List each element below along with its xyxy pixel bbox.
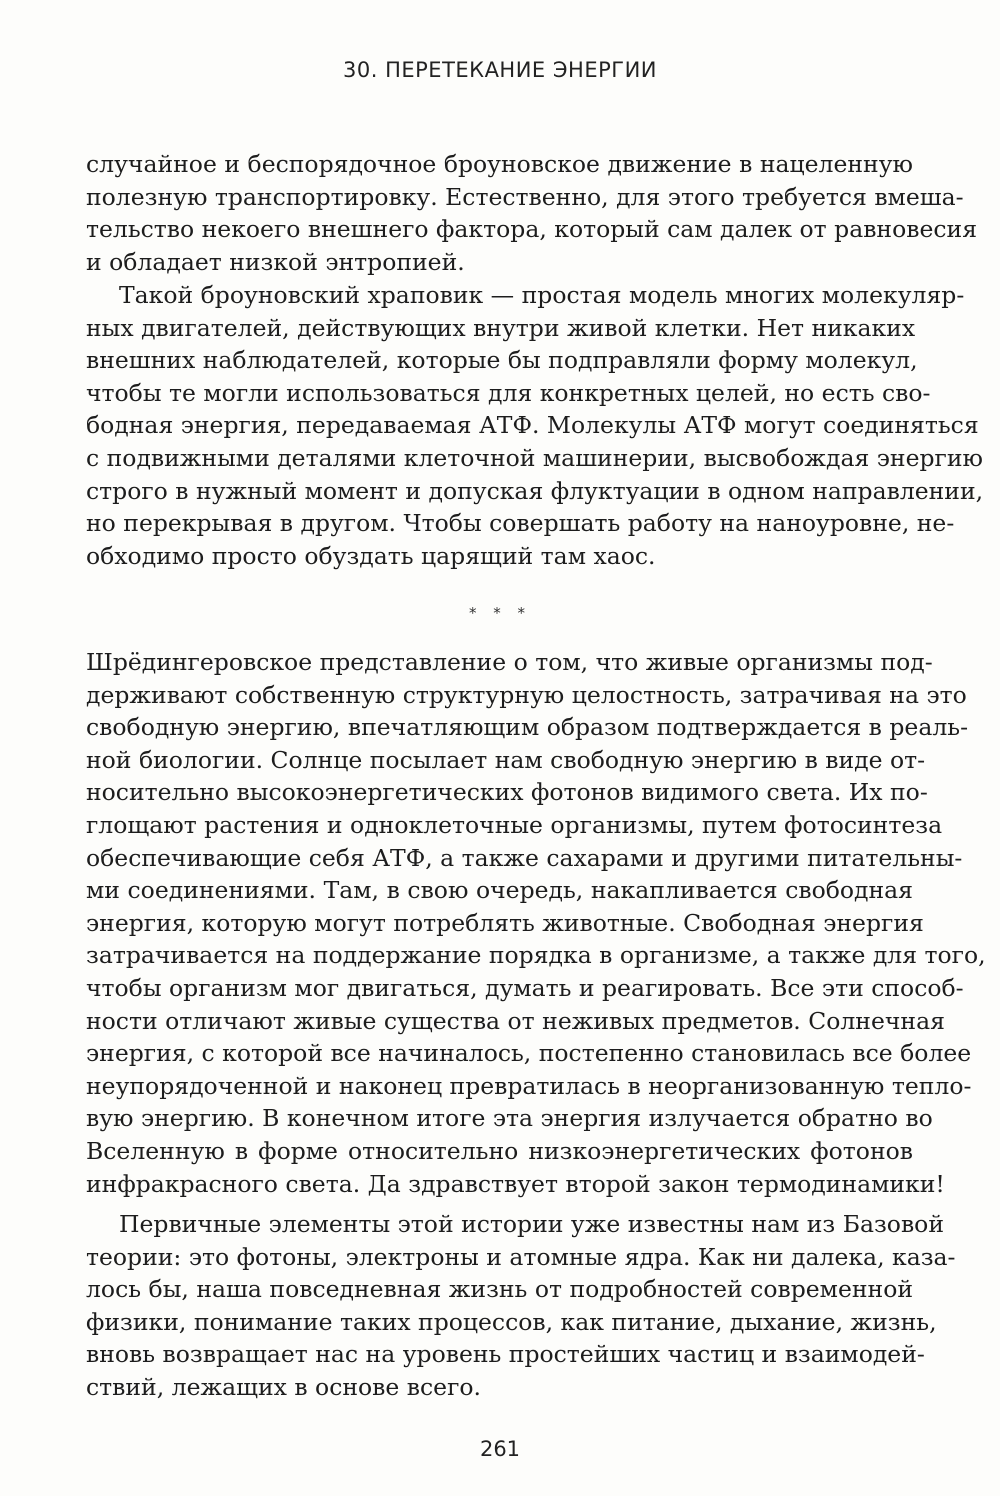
text-line: неупорядоченной и наконец превратилась в неорганизованную тепло- bbox=[86, 1071, 972, 1100]
text-line: вую энергию. В конечном итоге эта энергия излучается обратно во bbox=[86, 1104, 933, 1133]
section-break: * * * bbox=[468, 604, 532, 622]
text-line: ной биологии. Солнце посылает нам свободную энергию в виде от- bbox=[86, 745, 926, 774]
text-line: физики, понимание таких процессов, как питание, дыхание, жизнь, bbox=[86, 1307, 937, 1336]
paragraph-schrodinger bbox=[86, 646, 986, 1200]
text-line: лось бы, наша повседневная жизнь от подробностей современной bbox=[86, 1275, 913, 1304]
text-line: носительно высокоэнергетических фотонов видимого света. Их по- bbox=[86, 778, 928, 807]
running-head: 30. ПЕРЕТЕКАНИЕ ЭНЕРГИИ bbox=[343, 58, 657, 82]
text-line: глощают растения и одноклеточные организмы, путем фотосинтеза bbox=[86, 810, 943, 839]
paragraph-base-theory bbox=[86, 1208, 956, 1404]
page-number: 261 bbox=[479, 1437, 521, 1461]
text-line: и обладает низкой энтропией. bbox=[86, 247, 465, 276]
text-line: ных двигателей, действующих внутри живой клетки. Нет никаких bbox=[86, 313, 916, 342]
text-line: держивают собственную структурную целостность, затрачивая на это bbox=[86, 680, 967, 709]
text-line: ствий, лежащих в основе всего. bbox=[86, 1372, 482, 1401]
text-line: энергия, которую могут потреблять животные. Свободная энергия bbox=[86, 908, 924, 937]
text-line: затрачивается на поддержание порядка в организме, а также для того, bbox=[86, 941, 986, 970]
text-line: Первичные элементы этой истории уже известны нам из Базовой bbox=[119, 1210, 944, 1238]
text-line: ности отличают живые существа от неживых предметов. Солнечная bbox=[86, 1006, 945, 1035]
text-line: ми соединениями. Там, в свою очередь, накапливается свободная bbox=[86, 876, 913, 905]
text-line: обеспечивающие себя АТФ, а также сахарами и другими питательны- bbox=[86, 843, 963, 872]
text-line: вновь возвращает нас на уровень простейших частиц и взаимодей- bbox=[86, 1340, 925, 1369]
paragraph-continuation bbox=[86, 148, 978, 278]
text-line: тельство некоего внешнего фактора, который сам далек от равновесия bbox=[86, 215, 978, 244]
text-line: бодная энергия, передаваемая АТФ. Молекулы АТФ могут соединяться bbox=[86, 411, 979, 440]
text-line: Такой броуновский храповик — простая модель многих молекуляр- bbox=[119, 281, 965, 309]
text-line: но перекрывая в другом. Чтобы совершать работу на наноуровне, не- bbox=[86, 509, 955, 538]
text-line: энергия, с которой все начиналось, постепенно становилась все более bbox=[86, 1039, 972, 1068]
text-line: полезную транспортировку. Естественно, для этого требуется вмеша- bbox=[86, 182, 964, 211]
text-line: Вселенную в форме относительно низкоэнергетических фотонов bbox=[86, 1136, 913, 1165]
text-line: обходимо просто обуздать царящий там хаос. bbox=[86, 541, 656, 570]
text-line: чтобы организм мог двигаться, думать и реагировать. Все эти способ- bbox=[86, 973, 964, 1002]
text-line: случайное и беспорядочное броуновское движение в нацеленную bbox=[86, 150, 913, 178]
text-line: свободную энергию, впечатляющим образом подтверждается в реаль- bbox=[86, 713, 969, 742]
text-line: теории: это фотоны, электроны и атомные ядра. Как ни далека, каза- bbox=[86, 1242, 956, 1271]
text-line: внешних наблюдателей, которые бы подправляли форму молекул, bbox=[86, 346, 918, 375]
text-line: инфракрасного света. Да здравствует второй закон термодинамики! bbox=[86, 1169, 945, 1198]
text-line: чтобы те могли использоваться для конкретных целей, но есть сво- bbox=[86, 378, 931, 407]
text-line: Шрёдингеровское представление о том, что живые организмы под- bbox=[86, 648, 933, 676]
text-line: с подвижными деталями клеточной машинерии, высвобождая энергию bbox=[86, 443, 983, 472]
text-line: строго в нужный момент и допуская флуктуации в одном направлении, bbox=[86, 476, 984, 505]
paragraph-brownian-ratchet bbox=[86, 279, 984, 572]
